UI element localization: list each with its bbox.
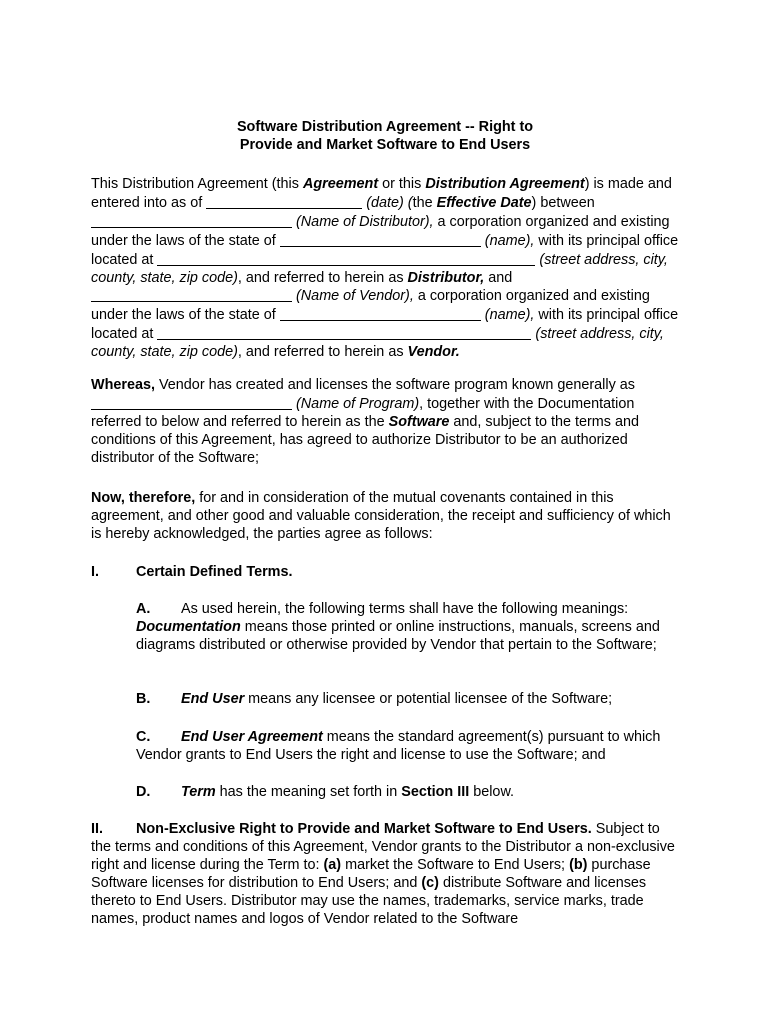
section-reference: Section III — [401, 784, 470, 800]
item-text: means any licensee or potential licensee of the Software; — [244, 691, 613, 707]
definition-a — [136, 601, 681, 655]
blank-state-2[interactable] — [280, 306, 481, 321]
address-label: (street address, city, county, state, zip code) — [91, 326, 664, 361]
item-text: below. — [469, 784, 515, 800]
program-name-label: (Name of Program) — [296, 395, 420, 412]
term-end-user-agreement: End User Agreement — [181, 729, 323, 745]
intro-text: ) is made and entered into as of — [91, 176, 672, 211]
title-line-2: Provide and Market Software to End Users — [239, 137, 531, 153]
section-1-heading — [91, 564, 681, 582]
now-therefore-lead: Now, therefore, — [91, 490, 196, 506]
address-label: (street address, city, county, state, zip code) — [91, 251, 668, 286]
intro-text: or this — [378, 176, 426, 192]
whereas-text: Vendor has created and licenses the software program known generally as — [155, 377, 635, 393]
item-letter: B. — [136, 691, 151, 707]
term-vendor: Vendor. — [407, 344, 460, 361]
intro-paragraph — [91, 176, 681, 362]
whereas-paragraph — [91, 377, 681, 468]
intro-text: a corporation organized and existing under the laws of the state of — [91, 213, 670, 249]
term-effective-date: Effective Date — [436, 194, 532, 211]
item-text: means those printed or online instructions, manuals, screens and diagrams distributed or otherwise provided by Vendor that pertain to the Software; — [136, 618, 660, 653]
section-text: market the Software to End Users; — [341, 856, 570, 873]
section-text: Subject to the terms and conditions of this Agreement, Vendor grants to the Distributor a non-exclusive right and license during the Term to: — [91, 821, 675, 873]
term-term: Term — [181, 784, 216, 800]
document-title — [90, 118, 680, 154]
intro-text: the — [412, 194, 437, 211]
intro-text: a corporation organized and existing under the laws of the state of — [91, 288, 650, 324]
title-line-1: Software Distribution Agreement -- Right to — [236, 119, 534, 135]
blank-distributor-name[interactable] — [91, 213, 292, 228]
intro-text: with its principal office located at — [91, 232, 679, 268]
now-therefore-text: for and in consideration of the mutual covenants contained in this agreement, and other good and valuable consideration, the receipt and sufficiency of which is hereby acknowledged, the parties agree as follows: — [91, 490, 671, 542]
state-name-label: (name), — [484, 232, 535, 249]
item-letter: C. — [136, 729, 151, 745]
vendor-name-label: (Name of Vendor), — [296, 288, 414, 305]
term-agreement: Agreement — [302, 176, 379, 192]
term-distributor: Distributor, — [407, 269, 485, 286]
intro-text: , and referred to herein as — [237, 269, 408, 286]
whereas-text: and, subject to the terms and conditions of this Agreement, has agreed to authorize Distributor to be an authorized distributor of the Software; — [91, 413, 639, 466]
whereas-text: , together with the Documentation referred to below and referred to herein as the — [91, 395, 635, 430]
date-label: (date) ( — [366, 194, 413, 211]
section-number: II. — [91, 821, 103, 837]
definition-c — [136, 729, 681, 765]
term-end-user: End User — [181, 691, 245, 707]
clause-b: (b) — [569, 856, 588, 873]
distributor-name-label: (Name of Distributor), — [296, 213, 434, 230]
item-letter: D. — [136, 784, 151, 800]
blank-address-2[interactable] — [157, 325, 531, 340]
section-number: I. — [91, 564, 99, 580]
item-text: As used herein, the following terms shall have the following meanings: — [181, 601, 629, 617]
blank-address-1[interactable] — [157, 251, 535, 266]
blank-program-name[interactable] — [91, 395, 292, 410]
intro-text: , and referred to herein as — [237, 344, 408, 361]
section-text: purchase Software licenses for distribution to End Users; and — [91, 856, 651, 891]
item-text: means the standard agreement(s) pursuant to which Vendor grants to End Users the right and license to use the Software; and — [136, 729, 661, 763]
definition-d — [136, 784, 681, 802]
now-therefore-paragraph — [91, 490, 681, 544]
clause-c: (c) — [421, 874, 439, 891]
intro-text: ) between — [531, 194, 595, 211]
state-name-label: (name), — [484, 307, 535, 324]
term-documentation: Documentation — [136, 618, 241, 635]
blank-vendor-name[interactable] — [91, 287, 292, 302]
item-letter: A. — [136, 601, 151, 617]
term-distribution-agreement: Distribution Agreement — [425, 176, 585, 192]
clause-a: (a) — [323, 856, 342, 873]
definition-b — [136, 691, 681, 709]
blank-state-1[interactable] — [280, 232, 481, 247]
blank-date[interactable] — [206, 194, 362, 209]
intro-text: with its principal office located at — [91, 307, 679, 343]
intro-text: and — [484, 269, 513, 286]
whereas-lead: Whereas, — [91, 377, 155, 393]
item-text: has the meaning set forth in — [215, 784, 402, 800]
section-2-paragraph — [91, 821, 681, 928]
section-text: distribute Software and licenses thereto to End Users. Distributor may use the names, trademarks, service marks, trade names, product names and logos of Vendor related to the Software — [91, 874, 647, 927]
term-software: Software — [388, 413, 450, 430]
section-heading: Non-Exclusive Right to Provide and Market Software to End Users. — [136, 821, 592, 837]
intro-text: This Distribution Agreement (this — [91, 176, 303, 192]
section-heading: Certain Defined Terms. — [136, 564, 293, 580]
